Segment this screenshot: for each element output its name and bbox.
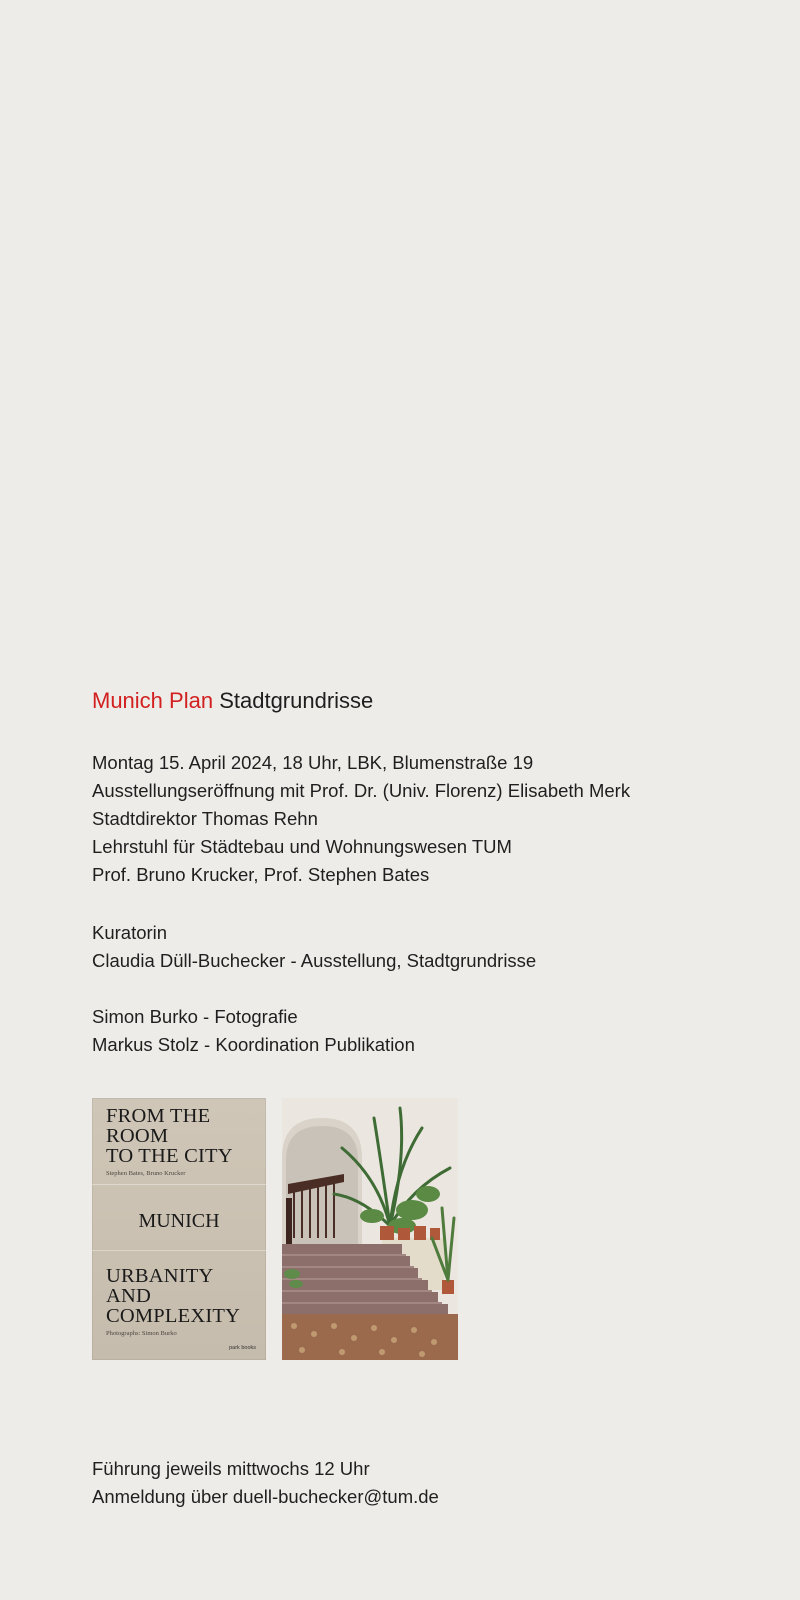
cover-subtitle-line: COMPLEXITY: [106, 1305, 241, 1327]
footer-info: [92, 1455, 439, 1511]
credit-publication: Markus Stolz - Koordination Publikation: [92, 1034, 415, 1055]
cover-authors: Stephen Bates, Bruno Krucker: [106, 1170, 186, 1177]
stairwell-photo: [282, 1098, 458, 1360]
cover-divider: [92, 1184, 266, 1185]
cover-city: MUNICH: [138, 1210, 220, 1232]
cover-subtitle-line: AND: [106, 1285, 152, 1307]
credits-section: [92, 1003, 415, 1059]
title-rest: Stadtgrundrisse: [219, 688, 374, 713]
curator-section: [92, 919, 536, 975]
cover-title-line: ROOM: [106, 1125, 169, 1147]
event-chair: Lehrstuhl für Städtebau und Wohnungswesen TUM: [92, 836, 512, 857]
event-speaker: Stadtdirektor Thomas Rehn: [92, 808, 318, 829]
event-opening: Ausstellungseröffnung mit Prof. Dr. (Univ. Florenz) Elisabeth Merk: [92, 780, 631, 801]
event-professors: Prof. Bruno Krucker, Prof. Stephen Bates: [92, 864, 430, 885]
stairwell-illustration: [282, 1098, 458, 1360]
cover-title-line: FROM THE: [106, 1105, 211, 1127]
cover-title-line: TO THE CITY: [106, 1145, 233, 1167]
cover-publisher: park books: [229, 1345, 256, 1351]
tour-info: Führung jeweils mittwochs 12 Uhr: [92, 1458, 370, 1479]
book-cover-image: [92, 1098, 266, 1360]
registration-info: Anmeldung über duell-buchecker@tum.de: [92, 1486, 439, 1507]
event-date-location: Montag 15. April 2024, 18 Uhr, LBK, Blumenstraße 19: [92, 752, 534, 773]
cover-photographs: Photographs: Simon Burko: [106, 1330, 177, 1337]
title-accent: Munich Plan: [92, 688, 214, 713]
cover-divider: [92, 1250, 266, 1251]
cover-subtitle-line: URBANITY: [106, 1265, 214, 1287]
curator-heading: Kuratorin: [92, 922, 168, 943]
curator-name: Claudia Düll-Buchecker - Ausstellung, Stadtgrundrisse: [92, 950, 537, 971]
exhibition-title: [92, 687, 373, 715]
event-details: [92, 749, 630, 889]
credit-photography: Simon Burko - Fotografie: [92, 1006, 298, 1027]
